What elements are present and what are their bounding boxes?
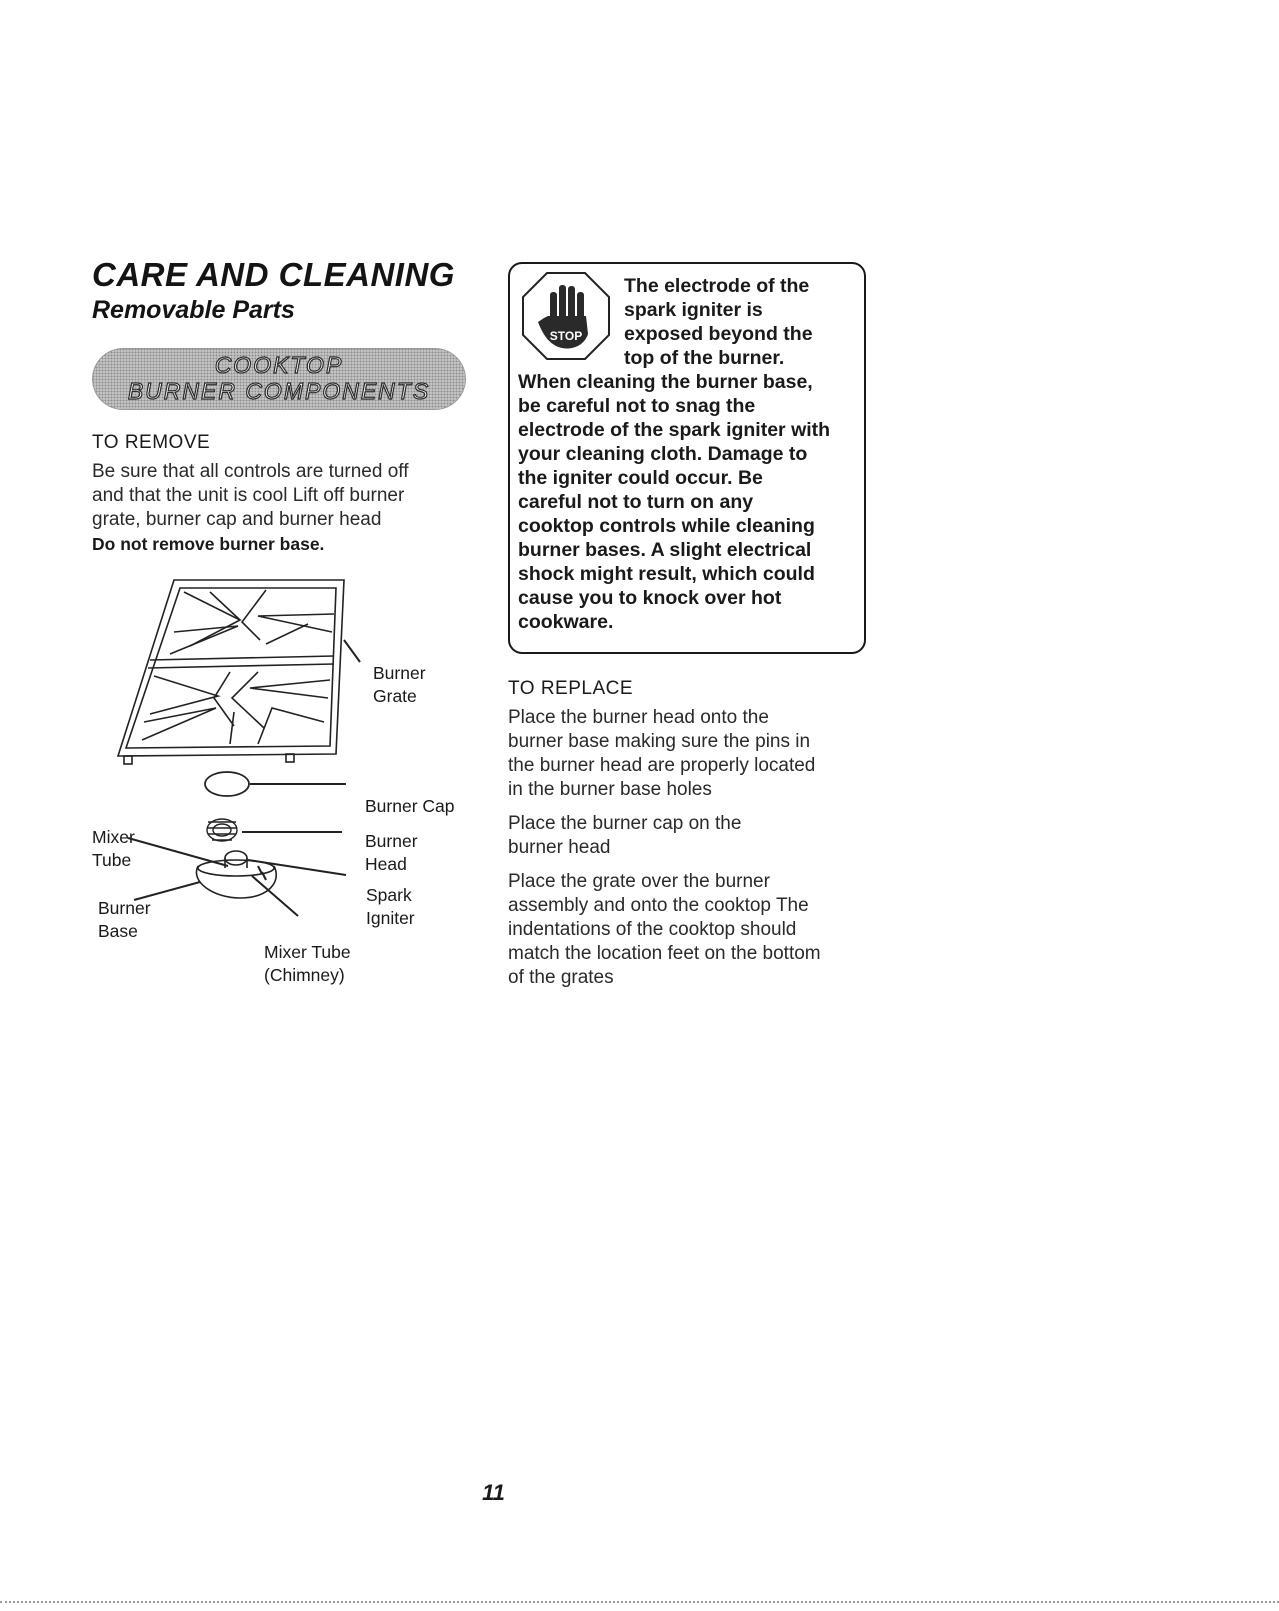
replace-paragraph-1: Place the burner head onto the burner base making sure the pins in the burner head are properly located in the burner base holes [508, 707, 816, 800]
label-spark-igniter: Spark Igniter [366, 885, 415, 928]
replace-section [508, 678, 888, 990]
remove-section [92, 432, 472, 556]
page-bottom-edge [0, 1601, 1279, 1603]
section-banner [92, 348, 466, 410]
stop-sign-text: STOP [549, 329, 583, 343]
burner-grate-illustration [118, 580, 344, 764]
replace-heading: TO REPLACE [508, 678, 634, 699]
stop-hand-icon [520, 270, 612, 362]
label-burner-cap: Burner Cap [365, 796, 455, 816]
warning-body-text: When cleaning the burner base, be careful not to snag the electrode of the spark igniter with your cleaning cloth. Damage to the igniter could occur. Be careful not to turn on any cooktop controls while cleaning burner bases. A slight electrical shock might result, which could cause you to knock over hot cookware. [518, 371, 831, 633]
page-number: 11 [482, 1480, 505, 1505]
burner-cap-illustration [205, 772, 249, 796]
remove-warning-bold: Do not remove burner base. [92, 534, 325, 554]
warning-top-text: The electrode of the spark igniter is exposed beyond the top of the burner. [624, 275, 813, 369]
label-burner-grate: Burner Grate [373, 663, 426, 706]
replace-paragraph-3: Place the grate over the burner assembly and onto the cooktop The indentations of the cooktop should match the location feet on the bottom of the grates [508, 871, 821, 988]
remove-heading: TO REMOVE [92, 432, 211, 453]
label-mixer-tube: Mixer Tube [92, 827, 135, 870]
burner-base-illustration [196, 851, 276, 898]
banner-line-2: BURNER COMPONENTS [127, 378, 431, 404]
label-mixer-tube-chimney: Mixer Tube (Chimney) [264, 942, 351, 985]
remove-line-1: Be sure that all controls are turned off [92, 461, 409, 482]
page-title: CARE AND CLEANING [92, 256, 455, 293]
replace-paragraph-2: Place the burner cap on the burner head [508, 813, 742, 858]
label-burner-head: Burner Head [365, 831, 418, 874]
banner-line-1: COOKTOP [214, 352, 344, 378]
page-subtitle: Removable Parts [92, 296, 295, 324]
burner-head-illustration [207, 819, 237, 841]
label-burner-base: Burner Base [98, 898, 151, 941]
remove-line-2: and that the unit is cool Lift off burner [92, 485, 405, 506]
remove-line-3: grate, burner cap and burner head [92, 509, 382, 530]
